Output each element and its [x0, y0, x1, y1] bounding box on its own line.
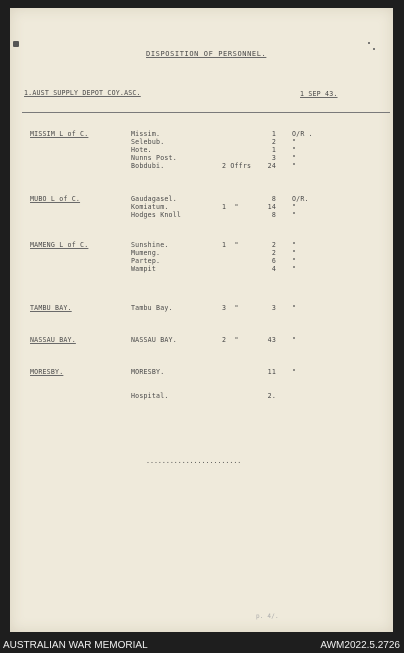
- row-unit: ": [292, 265, 297, 273]
- row-place: NASSAU BAY.: [131, 336, 177, 344]
- row-unit: ": [292, 249, 297, 257]
- row-unit: O/R.: [292, 195, 309, 203]
- speck: [368, 42, 370, 44]
- row-num: 3: [271, 304, 276, 312]
- document-date: 1 SEP 43.: [300, 90, 338, 98]
- document-title: DISPOSITION OF PERSONNEL.: [146, 50, 267, 58]
- document-page: [10, 8, 393, 632]
- row-place: Nunns Post.: [131, 154, 177, 162]
- header-rule: [22, 112, 390, 113]
- section-name: MISSIM L of C.: [30, 130, 89, 138]
- section-name: MORESBY.: [30, 368, 64, 376]
- row-place: Partep.: [131, 257, 161, 265]
- row-place: Bobdubi.: [131, 162, 165, 170]
- row-offrs: 2 ": [222, 336, 239, 344]
- row-num: 11: [267, 368, 276, 376]
- punch-hole: [13, 41, 19, 47]
- row-place: Mumeng.: [131, 249, 161, 257]
- row-num: 6: [271, 257, 276, 265]
- row-place: Sunshine.: [131, 241, 169, 249]
- footer-source: AUSTRALIAN WAR MEMORIAL: [3, 640, 148, 651]
- row-place: Hote.: [131, 146, 152, 154]
- unit-name: 1.AUST SUPPLY DEPOT COY.ASC.: [24, 89, 141, 97]
- footer-accession: AWM2022.5.2726: [320, 640, 400, 651]
- row-place: MORESBY.: [131, 368, 165, 376]
- row-num: 2: [271, 138, 276, 146]
- row-num: 3: [271, 154, 276, 162]
- row-num: 1: [271, 130, 276, 138]
- row-unit: O/R .: [292, 130, 313, 138]
- handwritten-mark: p. 4/.: [256, 613, 279, 620]
- end-mark: ........................: [146, 457, 242, 465]
- row-place: Hospital.: [131, 392, 169, 400]
- row-place: Komiatum.: [131, 203, 169, 211]
- row-unit: ": [292, 241, 297, 249]
- section-name: TAMBU BAY.: [30, 304, 72, 312]
- row-unit: ": [292, 162, 297, 170]
- row-place: Selebub.: [131, 138, 165, 146]
- row-num: 1: [271, 146, 276, 154]
- section-name: NASSAU BAY.: [30, 336, 76, 344]
- row-unit: ": [292, 257, 297, 265]
- section-name: MUBO L of C.: [30, 195, 81, 203]
- row-num: 2: [271, 249, 276, 257]
- row-num: 8: [271, 211, 276, 219]
- row-num: 2: [271, 241, 276, 249]
- row-unit: ": [292, 211, 297, 219]
- row-offrs: 3 ": [222, 304, 239, 312]
- row-num: 4: [271, 265, 276, 273]
- row-place: Hodges Knoll: [131, 211, 182, 219]
- section-name: MAMENG L of C.: [30, 241, 89, 249]
- row-unit: ": [292, 154, 297, 162]
- row-num: 8: [271, 195, 276, 203]
- row-num: 2.: [267, 392, 276, 400]
- row-offrs: 1 ": [222, 203, 239, 211]
- row-unit: ": [292, 336, 297, 344]
- row-offrs: 1 ": [222, 241, 239, 249]
- row-offrs: 2 Offrs: [222, 162, 252, 170]
- row-unit: ": [292, 368, 297, 376]
- row-place: Gaudagasel.: [131, 195, 177, 203]
- row-unit: ": [292, 304, 297, 312]
- row-unit: ": [292, 146, 297, 154]
- speck: [373, 48, 375, 50]
- row-place: Wampit: [131, 265, 157, 273]
- row-unit: ": [292, 138, 297, 146]
- row-num: 14: [267, 203, 276, 211]
- row-num: 43: [267, 336, 276, 344]
- row-unit: ": [292, 203, 297, 211]
- row-num: 24: [267, 162, 276, 170]
- row-place: Tambu Bay.: [131, 304, 173, 312]
- row-place: Missim.: [131, 130, 161, 138]
